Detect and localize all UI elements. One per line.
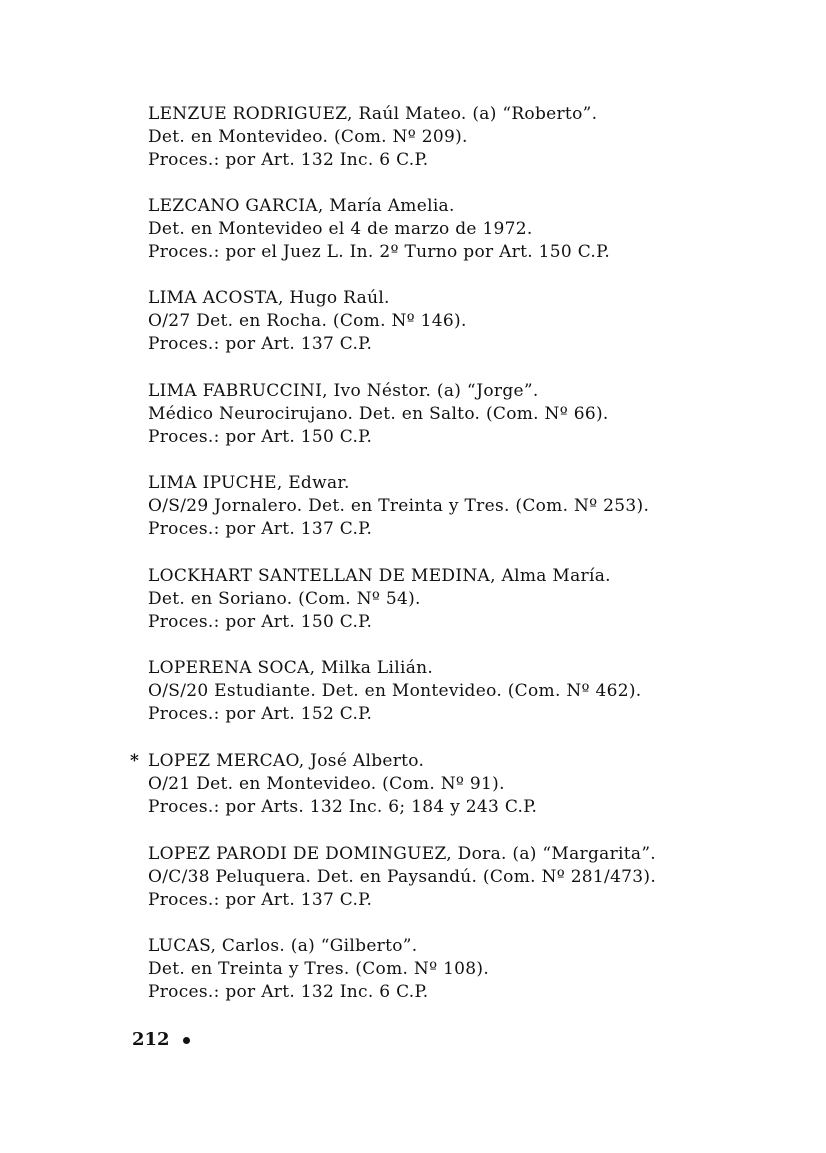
entry-detention-line: O/21 Det. en Montevideo. (Com. Nº 91). — [148, 774, 505, 794]
asterisk-marker: * — [130, 751, 139, 771]
detainee-entry — [130, 750, 788, 819]
detainee-entry — [148, 195, 788, 264]
entry-prosecution-line: Proces.: por Art. 150 C.P. — [148, 612, 373, 632]
entry-prosecution-line: Proces.: por Art. 137 C.P. — [148, 334, 373, 354]
entry-detention-line: Médico Neurocirujano. Det. en Salto. (Com. Nº 66). — [148, 404, 609, 424]
bullet-dot-icon — [183, 1037, 190, 1044]
entry-detention-line: O/S/20 Estudiante. Det. en Montevideo. (Com. Nº 462). — [148, 681, 642, 701]
entry-prosecution-line: Proces.: por Art. 150 C.P. — [148, 427, 373, 447]
entry-name-line: LOPERENA SOCA, Milka Lilián. — [148, 658, 434, 678]
entry-detention-line: O/27 Det. en Rocha. (Com. Nº 146). — [148, 311, 467, 331]
entry-name-line: LOCKHART SANTELLAN DE MEDINA, Alma María. — [148, 566, 611, 586]
entry-name-line: LUCAS, Carlos. (a) “Gilberto”. — [148, 936, 418, 956]
detainee-entry — [148, 657, 788, 726]
detainee-entry — [148, 565, 788, 634]
entry-prosecution-line: Proces.: por Art. 132 Inc. 6 C.P. — [148, 150, 429, 170]
entry-prosecution-line: Proces.: por Art. 152 C.P. — [148, 704, 373, 724]
page-number: 212 — [132, 1029, 170, 1050]
entry-name-line: LIMA IPUCHE, Edwar. — [148, 473, 350, 493]
entry-name-line: LENZUE RODRIGUEZ, Raúl Mateo. (a) “Roberto”. — [148, 104, 598, 124]
entry-detention-line: Det. en Montevideo. (Com. Nº 209). — [148, 127, 468, 147]
entry-prosecution-line: Proces.: por Art. 137 C.P. — [148, 519, 373, 539]
entry-prosecution-line: Proces.: por Arts. 132 Inc. 6; 184 y 243 C.P. — [148, 797, 538, 817]
entry-detention-line: Det. en Montevideo el 4 de marzo de 1972. — [148, 219, 533, 239]
entry-detention-line: Det. en Treinta y Tres. (Com. Nº 108). — [148, 959, 490, 979]
entry-name-line: LEZCANO GARCIA, María Amelia. — [148, 196, 455, 216]
entry-name-line: LOPEZ MERCAO, José Alberto. — [148, 751, 425, 771]
entry-name-line: LIMA FABRUCCINI, Ivo Néstor. (a) “Jorge”. — [148, 381, 539, 401]
entry-detention-line: O/C/38 Peluquera. Det. en Paysandú. (Com. Nº 281/473). — [148, 867, 657, 887]
detainee-entry — [148, 472, 788, 541]
entry-prosecution-line: Proces.: por Art. 132 Inc. 6 C.P. — [148, 982, 429, 1002]
entry-prosecution-line: Proces.: por el Juez L. In. 2º Turno por Art. 150 C.P. — [148, 242, 611, 262]
entry-detention-line: O/S/29 Jornalero. Det. en Treinta y Tres. (Com. Nº 253). — [148, 496, 650, 516]
detainee-entry — [148, 380, 788, 449]
entry-name-line: LOPEZ PARODI DE DOMINGUEZ, Dora. (a) “Margarita”. — [148, 844, 657, 864]
entry-name-line: LIMA ACOSTA, Hugo Raúl. — [148, 288, 390, 308]
detainee-entry — [148, 287, 788, 356]
entry-detention-line: Det. en Soriano. (Com. Nº 54). — [148, 589, 421, 609]
detainee-entry — [148, 103, 788, 172]
detainee-entry — [148, 935, 788, 1004]
entry-prosecution-line: Proces.: por Art. 137 C.P. — [148, 890, 373, 910]
detainee-entry — [148, 843, 788, 912]
